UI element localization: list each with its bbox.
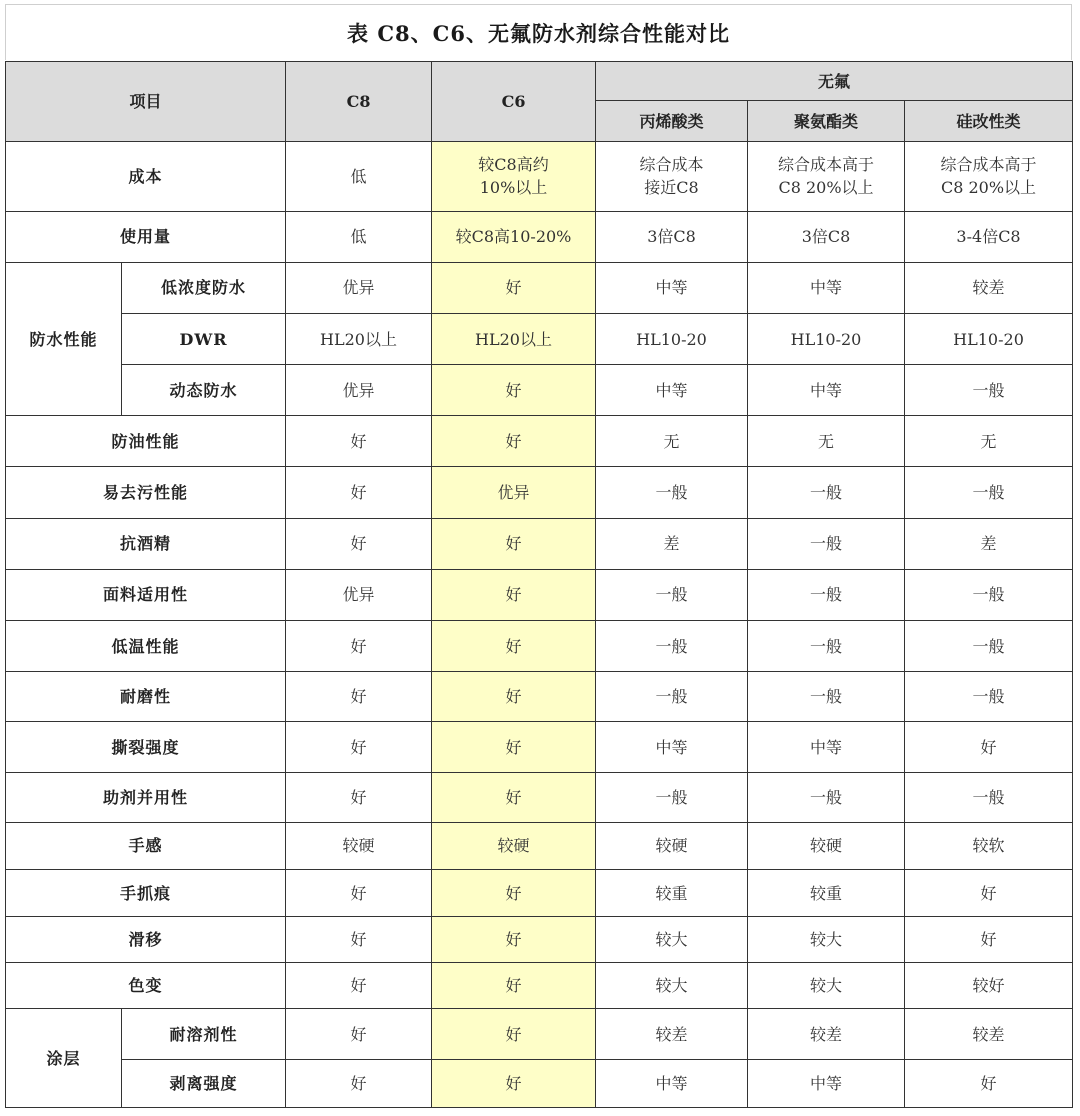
cell-acrylic: 较差	[596, 1009, 748, 1059]
row-label: 防油性能	[6, 416, 286, 467]
cell-c6: 好	[432, 365, 596, 416]
cell-polyurethane: 中等	[748, 1059, 905, 1107]
cell-c6: 好	[432, 262, 596, 313]
cell-silicone: 较差	[905, 1009, 1073, 1059]
table-row	[6, 416, 1073, 467]
cell-polyurethane: 一般	[748, 672, 905, 722]
header-fluorine-free: 无氟	[596, 62, 1073, 101]
row-label: 耐溶剂性	[122, 1009, 286, 1059]
row-label: 剥离强度	[122, 1059, 286, 1107]
cell-acrylic: 一般	[596, 772, 748, 822]
row-label: 助剂并用性	[6, 772, 286, 822]
row-label: 成本	[6, 142, 286, 211]
cell-polyurethane: 一般	[748, 569, 905, 620]
row-label: 手抓痕	[6, 869, 286, 916]
cell-c8: 优异	[286, 365, 432, 416]
cell-c8: 较硬	[286, 822, 432, 869]
cell-polyurethane: 中等	[748, 262, 905, 313]
cell-acrylic: 中等	[596, 365, 748, 416]
cell-polyurethane: 中等	[748, 722, 905, 772]
cell-c6: 较C8高10-20%	[432, 211, 596, 262]
table-row	[6, 365, 1073, 416]
cell-polyurethane: 无	[748, 416, 905, 467]
row-label: 面料适用性	[6, 569, 286, 620]
cell-silicone: 较差	[905, 262, 1073, 313]
cell-polyurethane: 3倍C8	[748, 211, 905, 262]
cell-c6: HL20以上	[432, 313, 596, 364]
cell-acrylic	[596, 142, 748, 211]
cell-acrylic: 无	[596, 416, 748, 467]
cell-line: 综合成本	[639, 155, 704, 175]
cell-acrylic: 差	[596, 518, 748, 569]
header-row-1	[6, 62, 1073, 101]
row-label: 撕裂强度	[6, 722, 286, 772]
header-c8: C8	[286, 62, 432, 142]
cell-c8: 好	[286, 621, 432, 672]
cell-silicone: 一般	[905, 467, 1073, 518]
cell-silicone: 好	[905, 869, 1073, 916]
row-label: 动态防水	[122, 365, 286, 416]
cell-c8: 好	[286, 1009, 432, 1059]
table-row	[6, 722, 1073, 772]
cell-polyurethane: 一般	[748, 518, 905, 569]
cell-c6: 好	[432, 722, 596, 772]
cell-silicone: 一般	[905, 672, 1073, 722]
cell-silicone: 无	[905, 416, 1073, 467]
cell-c8: 优异	[286, 262, 432, 313]
cell-line: 较C8高约	[478, 155, 549, 175]
cell-c6: 好	[432, 869, 596, 916]
cell-c8: 好	[286, 518, 432, 569]
table-row	[6, 467, 1073, 518]
cell-c8: 好	[286, 1059, 432, 1107]
cell-polyurethane: 较大	[748, 963, 905, 1009]
cell-silicone	[905, 142, 1073, 211]
row-label: 易去污性能	[6, 467, 286, 518]
cell-acrylic: 中等	[596, 262, 748, 313]
cell-line: 综合成本高于	[940, 155, 1037, 175]
cell-c6: 好	[432, 1009, 596, 1059]
comparison-table	[5, 61, 1073, 1108]
table-row	[6, 869, 1073, 916]
cell-c6: 好	[432, 917, 596, 963]
table-row	[6, 917, 1073, 963]
cell-c8: 低	[286, 142, 432, 211]
row-label: 色变	[6, 963, 286, 1009]
cell-acrylic: 一般	[596, 672, 748, 722]
cell-c8: 好	[286, 672, 432, 722]
cell-polyurethane: 中等	[748, 365, 905, 416]
cell-acrylic: 3倍C8	[596, 211, 748, 262]
cell-acrylic: 一般	[596, 467, 748, 518]
cell-silicone: 一般	[905, 365, 1073, 416]
cell-silicone: 好	[905, 917, 1073, 963]
cell-silicone: 一般	[905, 772, 1073, 822]
cell-c6: 好	[432, 569, 596, 620]
header-acrylic: 丙烯酸类	[596, 101, 748, 142]
cell-c6: 较硬	[432, 822, 596, 869]
comparison-document	[5, 4, 1072, 1108]
table-title: 表 C8、C6、无氟防水剂综合性能对比	[347, 20, 730, 46]
cell-c8: 好	[286, 416, 432, 467]
table-row	[6, 518, 1073, 569]
cell-c8: 优异	[286, 569, 432, 620]
cell-polyurethane: 较大	[748, 917, 905, 963]
table-row	[6, 672, 1073, 722]
cell-c6: 优异	[432, 467, 596, 518]
cell-acrylic: 较硬	[596, 822, 748, 869]
cell-acrylic: 一般	[596, 621, 748, 672]
cell-c6: 好	[432, 1059, 596, 1107]
cell-silicone: HL10-20	[905, 313, 1073, 364]
table-row	[6, 262, 1073, 313]
cell-c8: 好	[286, 869, 432, 916]
cell-c8: 好	[286, 772, 432, 822]
table-row	[6, 313, 1073, 364]
cell-acrylic: HL10-20	[596, 313, 748, 364]
cell-line: 综合成本高于	[778, 155, 875, 175]
cell-line: C8 20%以上	[940, 178, 1037, 198]
cell-c6: 好	[432, 772, 596, 822]
table-row	[6, 963, 1073, 1009]
header-item: 项目	[6, 62, 286, 142]
row-label: 使用量	[6, 211, 286, 262]
row-label: 低浓度防水	[122, 262, 286, 313]
cell-silicone: 好	[905, 1059, 1073, 1107]
table-row	[6, 772, 1073, 822]
cell-polyurethane: HL10-20	[748, 313, 905, 364]
row-label: 耐磨性	[6, 672, 286, 722]
header-c6: C6	[432, 62, 596, 142]
cell-c8: 好	[286, 722, 432, 772]
cell-c6: 好	[432, 672, 596, 722]
title-bar	[5, 4, 1072, 60]
cell-acrylic: 较大	[596, 963, 748, 1009]
cell-c6: 好	[432, 621, 596, 672]
cell-c8: 好	[286, 917, 432, 963]
row-label: 滑移	[6, 917, 286, 963]
cell-line: 10%以上	[479, 178, 548, 198]
cell-polyurethane: 一般	[748, 467, 905, 518]
cell-polyurethane: 较重	[748, 869, 905, 916]
row-label: 手感	[6, 822, 286, 869]
cell-line: C8 20%以上	[778, 178, 874, 198]
cell-silicone: 一般	[905, 569, 1073, 620]
cell-polyurethane: 较差	[748, 1009, 905, 1059]
row-label: DWR	[122, 313, 286, 364]
cell-line: 接近C8	[644, 178, 699, 198]
cell-acrylic: 较重	[596, 869, 748, 916]
cell-c6	[432, 142, 596, 211]
table-row	[6, 1009, 1073, 1059]
cell-c8: 好	[286, 467, 432, 518]
group-label-waterproof: 防水性能	[6, 262, 122, 416]
cell-silicone: 好	[905, 722, 1073, 772]
cell-acrylic: 一般	[596, 569, 748, 620]
table-row	[6, 142, 1073, 211]
cell-polyurethane: 较硬	[748, 822, 905, 869]
cell-c6: 好	[432, 416, 596, 467]
table-row	[6, 1059, 1073, 1107]
cell-acrylic: 中等	[596, 722, 748, 772]
cell-silicone: 较好	[905, 963, 1073, 1009]
cell-acrylic: 较大	[596, 917, 748, 963]
table-row	[6, 621, 1073, 672]
cell-polyurethane: 一般	[748, 621, 905, 672]
cell-silicone: 一般	[905, 621, 1073, 672]
header-polyurethane: 聚氨酯类	[748, 101, 905, 142]
cell-polyurethane: 一般	[748, 772, 905, 822]
cell-c8: 好	[286, 963, 432, 1009]
cell-c6: 好	[432, 963, 596, 1009]
group-label-coating: 涂层	[6, 1009, 122, 1108]
table-row	[6, 822, 1073, 869]
cell-c8: HL20以上	[286, 313, 432, 364]
header-silicone: 硅改性类	[905, 101, 1073, 142]
cell-c8: 低	[286, 211, 432, 262]
table-row	[6, 211, 1073, 262]
row-label: 抗酒精	[6, 518, 286, 569]
cell-polyurethane	[748, 142, 905, 211]
cell-c6: 好	[432, 518, 596, 569]
cell-acrylic: 中等	[596, 1059, 748, 1107]
cell-silicone: 3-4倍C8	[905, 211, 1073, 262]
table-row	[6, 569, 1073, 620]
row-label: 低温性能	[6, 621, 286, 672]
cell-silicone: 差	[905, 518, 1073, 569]
cell-silicone: 较软	[905, 822, 1073, 869]
